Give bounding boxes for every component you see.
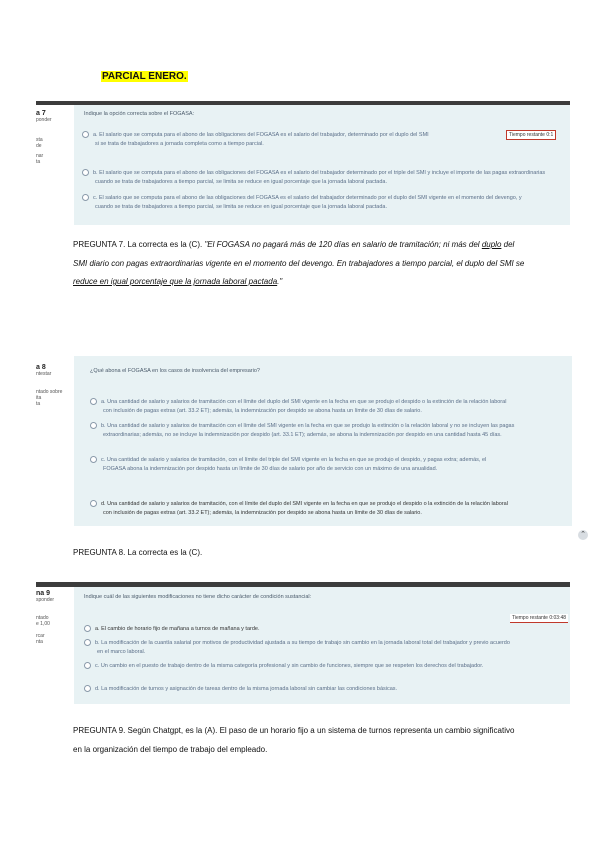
timer-badge: Tiempo restante 0:1 bbox=[506, 130, 556, 140]
radio-button[interactable] bbox=[84, 662, 91, 669]
answer-option[interactable]: c. El salario que se computa para el abono de las obligaciones del FOGASA es el salario del trabajador determinado por el duplo del SMI vigente en el momento del devengo, y cuando se trata de trabajadores a tiempo parcial, se limita se reduce en igual porcentaje que la jornada laboral pactada. bbox=[82, 194, 566, 212]
answer-option[interactable]: b. La modificación de la cuantía salarial por motivos de productividad ajustada a su tiempo de trabajo sin cambio en la jornada laboral total del trabajador y previo acuerdo en el marco laboral. bbox=[84, 639, 564, 657]
answer-8-paragraph: PREGUNTA 8. La correcta es la (C). bbox=[73, 548, 203, 557]
question-number: a 7 bbox=[36, 110, 46, 117]
radio-button[interactable] bbox=[90, 398, 97, 405]
sidebar-text: rcar bbox=[36, 633, 45, 639]
chevron-up-icon[interactable]: ⌃ bbox=[578, 530, 588, 540]
radio-button[interactable] bbox=[82, 169, 89, 176]
answer-option[interactable]: d. La modificación de turnos y asignación de tareas dentro de la misma jornada laboral sin cambiar las condiciones básicas. bbox=[84, 685, 564, 694]
top-bar bbox=[36, 582, 570, 587]
question-9-screenshot bbox=[36, 582, 570, 704]
radio-button[interactable] bbox=[84, 625, 91, 632]
answer-option[interactable]: a. Una cantidad de salario y salarios de tramitación con el límite del duplo del SMI vigente en la fecha en que se produjo el despido o la extinción de la relación laboral con inclusión de pagas extras (art. 33.2 ET); además, la indemnización por despido se abona hasta un límite de 30 días de salario. bbox=[90, 398, 568, 416]
radio-button[interactable] bbox=[90, 456, 97, 463]
sidebar-text: ita bbox=[36, 395, 42, 401]
top-bar bbox=[36, 101, 570, 105]
answer-option[interactable]: b. Una cantidad de salario y salarios de tramitación con el límite del SMI vigente en la fecha en que se produjo la extinción o la relación laboral y no se incluyen las pagas extraordinarias; además, no se incluye la indemnización por despido (art. 33.1 ET); además, se abona la indemnización por despido en una cantidad hasta 45 días. bbox=[90, 422, 568, 440]
sidebar-text: nta bbox=[36, 639, 43, 645]
question-8-screenshot bbox=[36, 356, 572, 526]
question-8-sidebar bbox=[36, 356, 74, 526]
answer-option[interactable]: d. Una cantidad de salario y salarios de tramitación, con el límite del duplo del SMI vigente en la fecha en que se produjo el despido o la extinción de la relación laboral con inclusión de pagas extras (art. 33.2 ET); además, la indemnización por despido se abona hasta un límite de 30 días de salario. bbox=[90, 500, 568, 518]
answer-option[interactable]: a. El cambio de horario fijo de mañana a turnos de mañana y tarde. bbox=[84, 625, 564, 634]
sidebar-text: ta bbox=[36, 159, 41, 165]
answer-9-paragraph: PREGUNTA 9. Según Chatgpt, es la (A). El paso de un horario fijo a un sistema de turnos representa un cambio significativo en la organización del tiempo de trabajo del empleado. bbox=[73, 726, 515, 754]
radio-button[interactable] bbox=[82, 194, 89, 201]
question-status: ponder bbox=[36, 117, 52, 123]
question-7-sidebar bbox=[36, 105, 74, 225]
question-stem: Indique la opción correcta sobre el FOGASA: bbox=[84, 111, 195, 117]
answer-option[interactable]: a. El salario que se computa para el abono de las obligaciones del FOGASA es el salario del trabajador, determinado por el duplo del SMI si se trata de trabajadores a jornada completa como a tiempo parcial. bbox=[82, 131, 502, 149]
radio-button[interactable] bbox=[90, 422, 97, 429]
radio-button[interactable] bbox=[82, 131, 89, 138]
radio-button[interactable] bbox=[84, 685, 91, 692]
question-number: a 8 bbox=[36, 364, 46, 371]
answer-option[interactable]: c. Una cantidad de salario y salarios de tramitación, con el límite del triple del SMI vigente en la fecha en que se produjo el despido, y pagas extra; además, el FOGASA abona la indemnización por despido hasta un límite de 30 días de salario por año de servicio con un máximo de una anualidad. bbox=[90, 456, 568, 474]
question-status: ntestar bbox=[36, 371, 52, 377]
question-number: na 9 bbox=[36, 590, 51, 597]
answer-option[interactable]: b. El salario que se computa para el abono de las obligaciones del FOGASA es el salario del trabajador determinado por el triple del SMI y incluye el importe de las pagas extraordinarias cuando se trata de trabajadores a tiempo parcial, se limita se reduce en igual porcentaje que la jornada laboral pactada. bbox=[82, 169, 566, 187]
question-7-screenshot bbox=[36, 101, 570, 225]
sidebar-text: sta bbox=[36, 137, 43, 143]
sidebar-text: ta bbox=[36, 401, 41, 407]
question-9-sidebar bbox=[36, 587, 74, 704]
question-stem: Indique cuál de las siguientes modificaciones no tiene dicho carácter de condición sustancial: bbox=[84, 594, 312, 600]
sidebar-text: nar bbox=[36, 153, 44, 159]
answer-option[interactable]: c. Un cambio en el puesto de trabajo dentro de la misma categoría profesional y sin cambio de funciones, siempre que se respeten los derechos del trabajador. bbox=[84, 662, 564, 671]
radio-button[interactable] bbox=[84, 639, 91, 646]
question-stem: ¿Qué abona el FOGASA en los casos de insolvencia del empresario? bbox=[90, 368, 260, 374]
page-heading: PARCIAL ENERO. bbox=[102, 71, 187, 82]
sidebar-text: e 1,00 bbox=[36, 621, 50, 627]
answer-7-paragraph: PREGUNTA 7. La correcta es la (C). "El FOGASA no pagará más de 120 días en salario de tramitación; ni más del duplo del SMI diario con pagas extraordinarias vigente en el momento del devengo. En trabajadores a tiempo parcial, el duplo del SMI se reduce en igual porcentaje que la jornada laboral pactada." bbox=[73, 240, 525, 286]
sidebar-text: ntado bbox=[36, 615, 49, 621]
sidebar-text: de bbox=[36, 143, 42, 149]
sidebar-text: ntado sobre bbox=[36, 389, 63, 395]
radio-button[interactable] bbox=[90, 500, 97, 507]
timer-badge: Tiempo restante 0:03:48 bbox=[512, 615, 567, 621]
question-status: sponder bbox=[36, 597, 55, 603]
